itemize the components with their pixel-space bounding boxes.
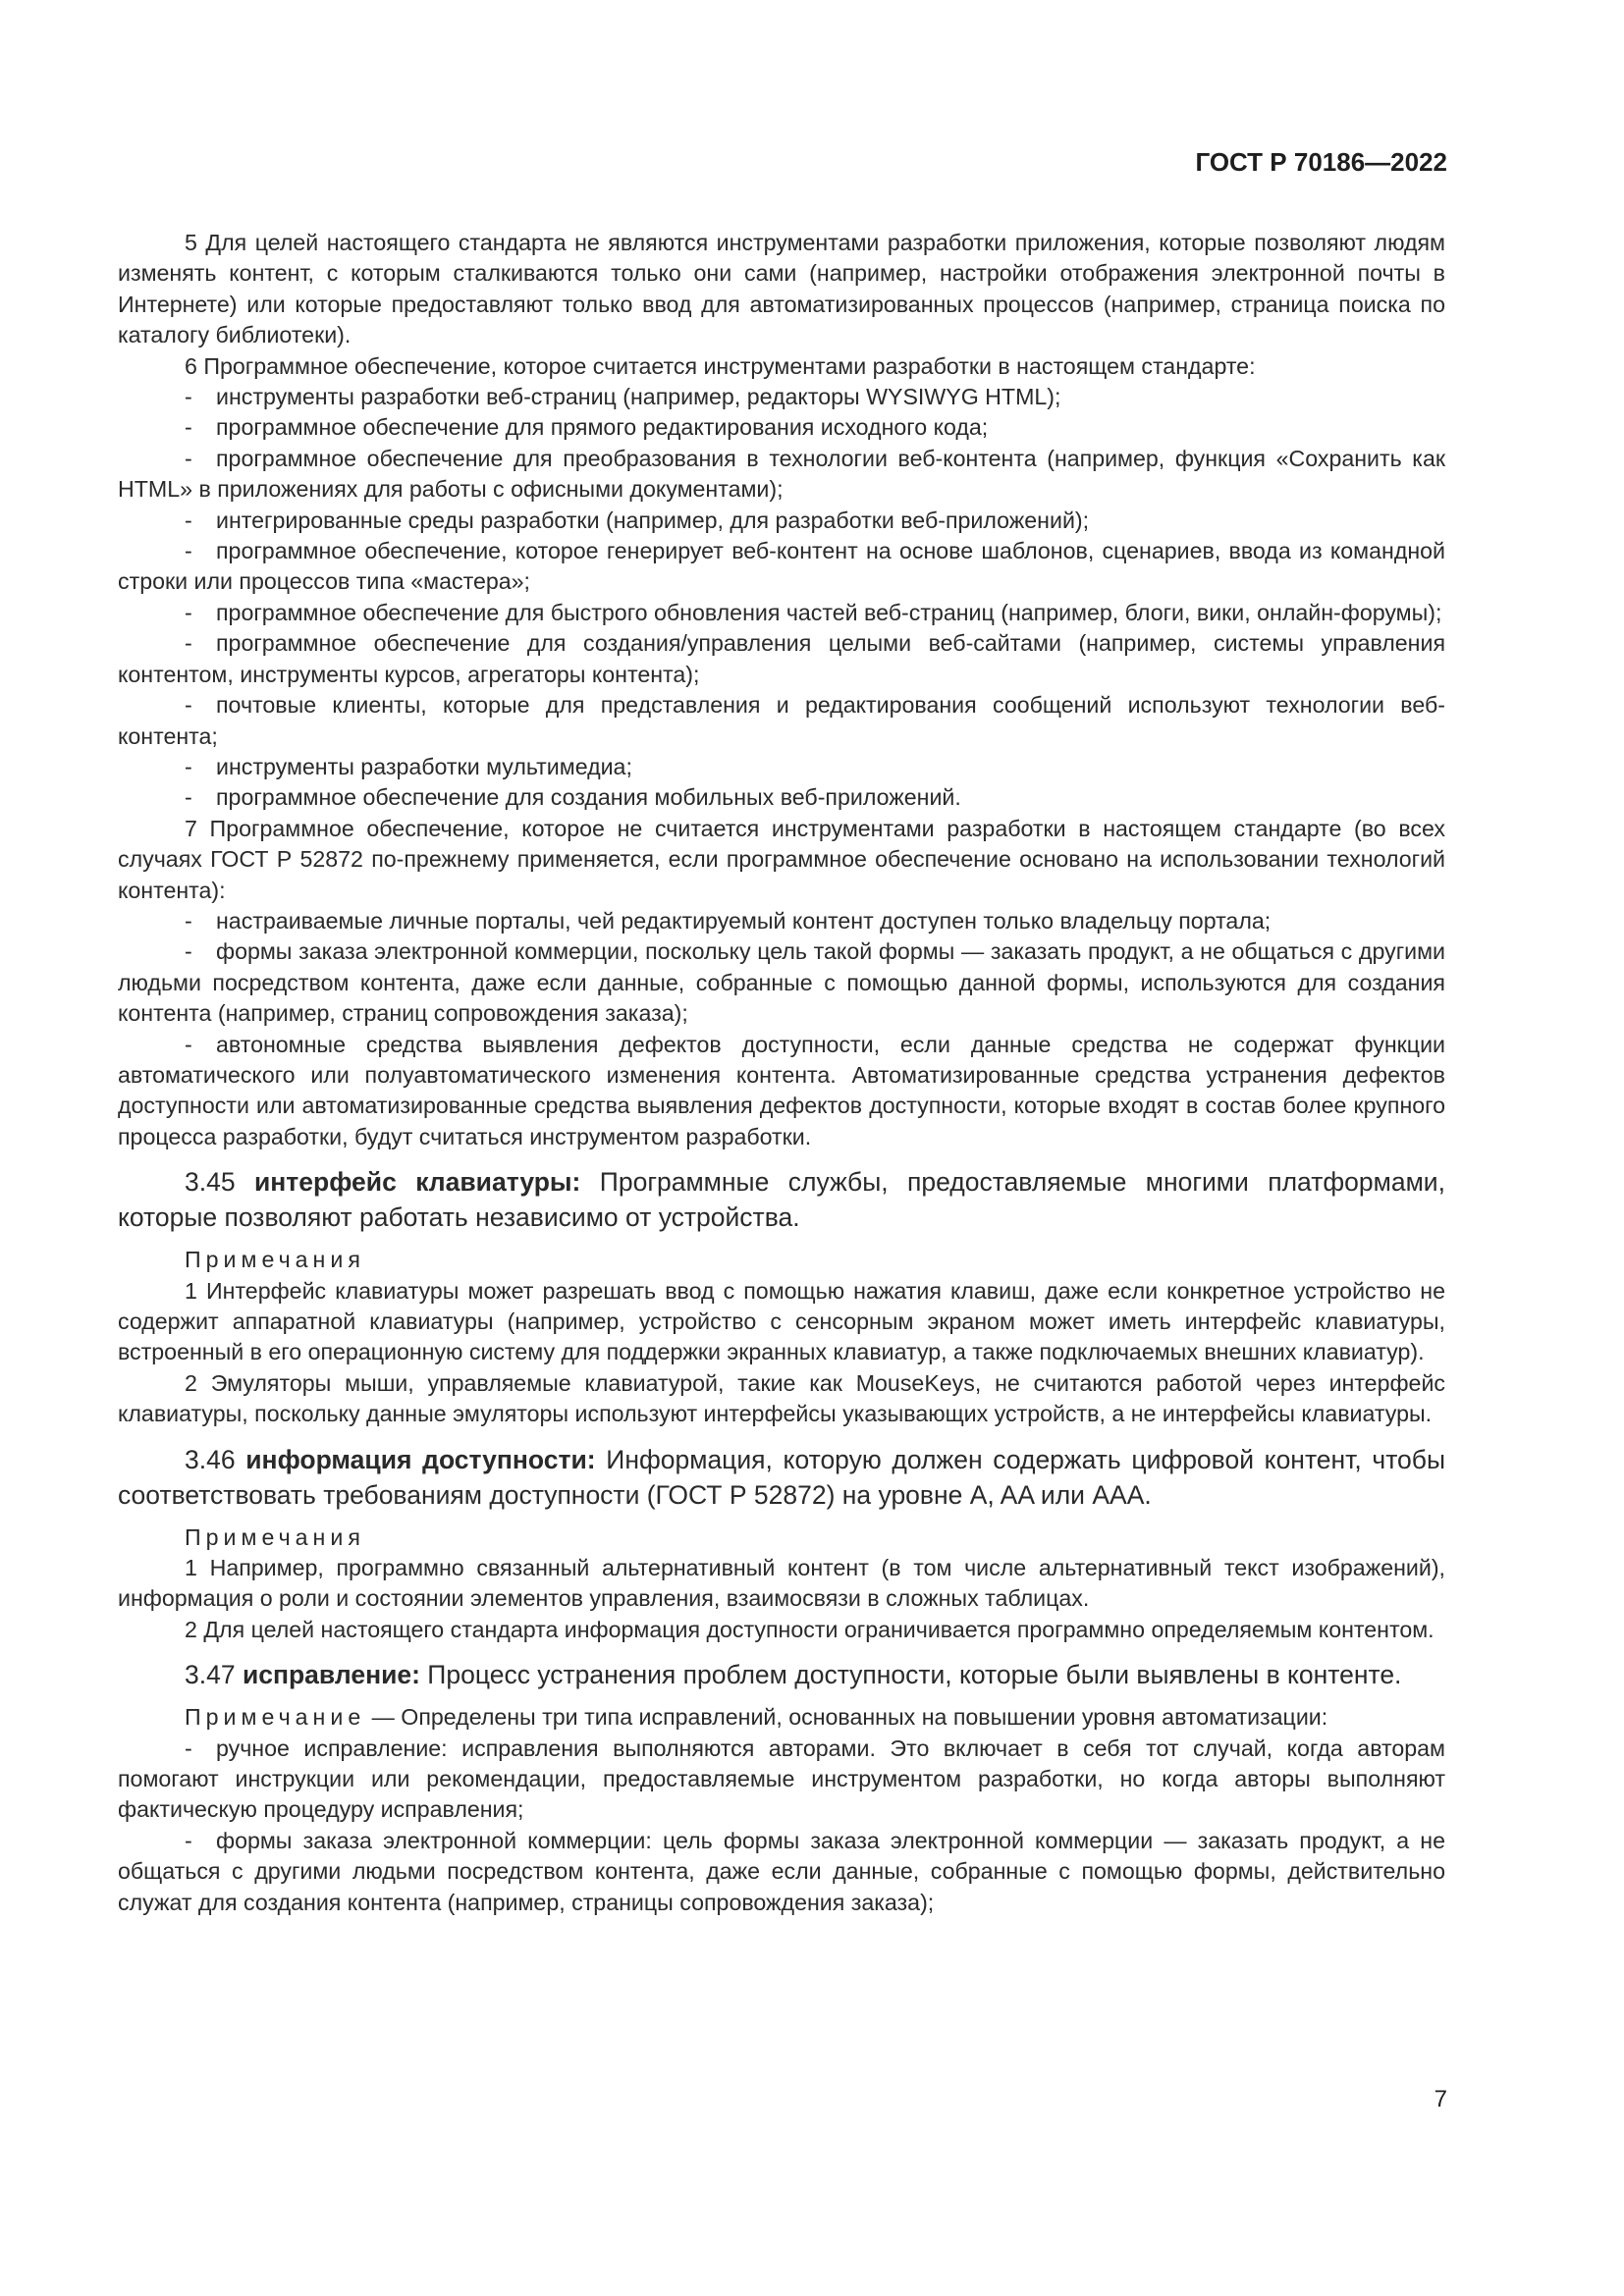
note-paragraph xyxy=(118,1702,1445,1733)
list-item-text: формы заказа электронной коммерции, поскольку цель такой формы — заказать продукт, а не общаться с другими людьми посредством контента, даже если данные, собранные с помощью данной формы, используются для создания контента (например, страниц сопровождения заказа); xyxy=(118,938,1445,1027)
dash-marker: - xyxy=(185,630,192,657)
paragraph xyxy=(118,1615,1445,1645)
list-item xyxy=(118,444,1445,506)
list-item-text: интегрированные среды разработки (например, для разработки веб-приложений); xyxy=(216,507,1090,533)
note-text: — Определены три типа исправлений, основанных на повышении уровня автоматизации: xyxy=(365,1704,1328,1731)
paragraph xyxy=(118,1368,1445,1430)
list-item xyxy=(118,598,1445,628)
list-item xyxy=(118,382,1445,412)
list-item-text: инструменты разработки веб-страниц (например, редакторы WYSIWYG HTML); xyxy=(216,384,1061,410)
dash-marker: - xyxy=(185,599,192,625)
document-body xyxy=(118,228,1445,1918)
dash-marker: - xyxy=(185,1031,192,1057)
dash-marker: - xyxy=(185,445,192,471)
list-item-text: настраиваемые личные порталы, чей редактируемый контент доступен только владельцу портала; xyxy=(216,907,1272,934)
page-number: 7 xyxy=(1434,2086,1447,2112)
list-item xyxy=(118,1734,1445,1826)
list-item xyxy=(118,506,1445,536)
paragraph-text: 7 Программное обеспечение, которое не считается инструментами разработки в настоящем стандарте (во всех случаях ГОСТ Р 52872 по-прежнему применяется, если программное обеспечение основано на использовании технологий контента): xyxy=(118,815,1445,903)
document-header: ГОСТ Р 70186—2022 xyxy=(1195,147,1447,177)
paragraph-text: 1 Например, программно связанный альтернативный контент (в том числе альтернативный текст изображений), информация о роли и состоянии элементов управления, взаимосвязи в сложных таблицах. xyxy=(118,1555,1445,1612)
term-number: 3.46 xyxy=(185,1444,236,1474)
dash-marker: - xyxy=(185,1827,192,1853)
list-item xyxy=(118,936,1445,1029)
list-item xyxy=(118,412,1445,443)
term-name: исправление: xyxy=(242,1660,420,1690)
paragraph xyxy=(118,814,1445,906)
list-item-text: почтовые клиенты, которые для представления и редактирования сообщений используют технологии веб-контента; xyxy=(118,692,1445,749)
list-item xyxy=(118,690,1445,752)
notes-heading xyxy=(118,1522,1445,1553)
paragraph xyxy=(118,228,1445,351)
term-number: 3.45 xyxy=(185,1167,236,1198)
dash-marker: - xyxy=(185,907,192,934)
paragraph-text: 6 Программное обеспечение, которое считается инструментами разработки в настоящем стандарте: xyxy=(185,352,1256,379)
list-item-text: программное обеспечение для быстрого обновления частей веб-страниц (например, блоги, вики, онлайн-форумы); xyxy=(216,599,1442,625)
list-item-text: формы заказа электронной коммерции: цель формы заказа электронной коммерции — заказать продукт, а не общаться с другими людьми посредством контента, даже если данные, собранные с помощью формы, действительно служат для создания контента (например, страницы сопровождения заказа); xyxy=(118,1827,1445,1915)
list-item xyxy=(118,752,1445,782)
list-item xyxy=(118,1826,1445,1918)
dash-marker: - xyxy=(185,1735,192,1761)
list-item-text: программное обеспечение для создания мобильных веб-приложений. xyxy=(216,784,961,811)
list-item-text: автономные средства выявления дефектов доступности, если данные средства не содержат функции автоматического или полуавтоматического изменения контента. Автоматизированные средства устранения дефектов доступности или автоматизированные средства выявления дефектов доступности, которые входят в состав более крупного процесса разработки, будут считаться инструментом разработки. xyxy=(118,1031,1445,1149)
term-name: информация доступности: xyxy=(245,1444,596,1474)
dash-marker: - xyxy=(185,414,192,441)
list-item-text: инструменты разработки мультимедиа; xyxy=(216,753,632,779)
term-text: Информация, которую должен содержать цифровой контент, чтобы соответствовать требованиям доступности (ГОСТ Р 52872) на уровне A, AA или AAA. xyxy=(118,1444,1445,1510)
list-item-text: программное обеспечение для преобразования в технологии веб-контента (например, функция «Сохранить как HTML» в приложениях для работы с офисными документами); xyxy=(118,445,1445,503)
paragraph xyxy=(118,1276,1445,1368)
list-item xyxy=(118,628,1445,690)
dash-marker: - xyxy=(185,507,192,533)
list-item-text: программное обеспечение для прямого редактирования исходного кода; xyxy=(216,414,989,441)
term-definition xyxy=(118,1657,1445,1692)
dash-marker: - xyxy=(185,784,192,811)
paragraph-text: 5 Для целей настоящего стандарта не являются инструментами разработки приложения, которые позволяют людям изменять контент, с которым сталкиваются только они сами (например, настройки отображения электронной почты в Интернете) или которые предоставляют только ввод для автоматизированных процессов (например, страница поиска по каталогу библиотеки). xyxy=(118,230,1445,348)
list-item-text: программное обеспечение для создания/управления целыми веб-сайтами (например, системы управления контентом, инструменты курсов, агрегаторы контента); xyxy=(118,630,1445,687)
dash-marker: - xyxy=(185,538,192,564)
term-name: интерфейс клавиатуры: xyxy=(254,1167,581,1198)
notes-heading xyxy=(118,1245,1445,1275)
dash-marker: - xyxy=(185,753,192,779)
paragraph xyxy=(118,351,1445,382)
paragraph-text: 2 Для целей настоящего стандарта информация доступности ограничивается программно определяемым контентом. xyxy=(185,1616,1435,1642)
term-text: Процесс устранения проблем доступности, которые были выявлены в контенте. xyxy=(419,1660,1402,1690)
list-item xyxy=(118,906,1445,936)
dash-marker: - xyxy=(185,384,192,410)
list-item xyxy=(118,1030,1445,1153)
list-item xyxy=(118,782,1445,813)
term-definition xyxy=(118,1164,1445,1235)
term-definition xyxy=(118,1442,1445,1513)
paragraph-text: 2 Эмуляторы мыши, управляемые клавиатурой, такие как MouseKeys, не считаются работой через интерфейс клавиатуры, поскольку данные эмуляторы используют интерфейсы указывающих устройств, а не интерфейсы клавиатуры. xyxy=(118,1369,1445,1427)
dash-marker: - xyxy=(185,938,192,965)
note-label: Примечание xyxy=(185,1704,366,1731)
list-item-text: ручное исправление: исправления выполняются авторами. Это включает в себя тот случай, когда авторам помогают инструкции или рекомендации, предоставляемые инструментом разработки, но когда авторы выполняют фактическую процедуру исправления; xyxy=(118,1735,1445,1823)
list-item-text: программное обеспечение, которое генерирует веб-контент на основе шаблонов, сценариев, ввода из командной строки или процессов типа «мастера»; xyxy=(118,538,1445,595)
dash-marker: - xyxy=(185,692,192,719)
term-number: 3.47 xyxy=(185,1660,236,1690)
list-item xyxy=(118,536,1445,598)
paragraph-text: 1 Интерфейс клавиатуры может разрешать ввод с помощью нажатия клавиш, даже если конкретное устройство не содержит аппаратной клавиатуры (например, устройство с сенсорным экраном может иметь интерфейс клавиатуры, встроенный в его операционную систему для поддержки экранных клавиатур, а также подключаемых внешних клавиатур). xyxy=(118,1277,1445,1365)
notes-heading-text: Примечания xyxy=(185,1247,365,1273)
paragraph xyxy=(118,1553,1445,1615)
notes-heading-text: Примечания xyxy=(185,1523,365,1550)
term-text: Программные службы, предоставляемые многими платформами, которые позволяют работать независимо от устройства. xyxy=(118,1167,1445,1233)
